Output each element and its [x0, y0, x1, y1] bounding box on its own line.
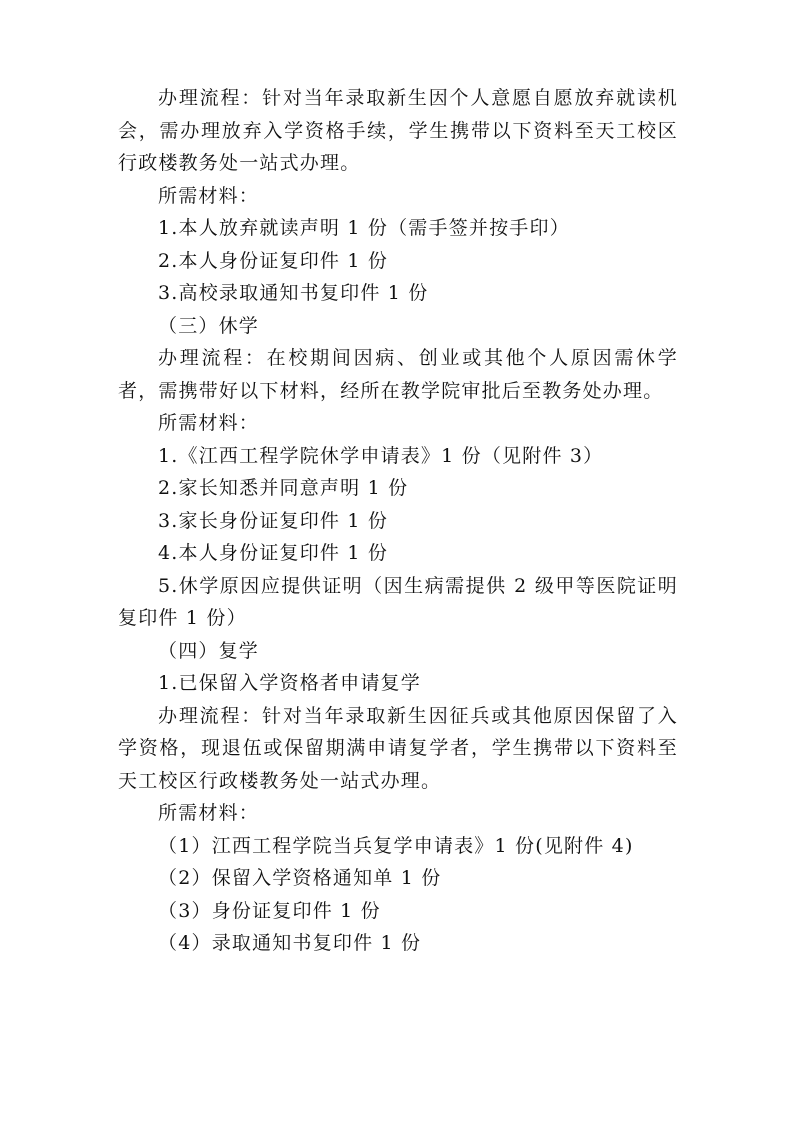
- list-item: 1.《江西工程学院休学申请表》1 份（见附件 3）: [158, 444, 604, 467]
- list-item: 5.休学原因应提供证明（因生病需提供 2 级甲等医院证明复印件 1 份）: [118, 574, 678, 629]
- list-item: （2）保留入学资格通知单 1 份: [158, 867, 442, 889]
- paragraph-required-materials: 所需材料：: [158, 802, 260, 824]
- list-item: （3）身份证复印件 1 份: [158, 899, 381, 922]
- paragraph-resumption-procedure: 办理流程：针对当年录取新生因征兵或其他原因保留了入学资格，现退伍或保留期满申请复学者，学生携带以下资料至天工校区行政楼教务处一站式办理。: [118, 704, 678, 792]
- list-item: （4）录取通知书复印件 1 份: [158, 932, 422, 954]
- list-item: 2.家长知悉并同意声明 1 份: [158, 477, 409, 499]
- document-body: [118, 82, 678, 960]
- subsection-heading: 1.已保留入学资格者申请复学: [158, 672, 421, 694]
- list-item: 3.家长身份证复印件 1 份: [158, 509, 389, 532]
- list-item: 3.高校录取通知书复印件 1 份: [158, 282, 429, 304]
- section-heading-resumption: （四）复学: [158, 639, 260, 662]
- list-item: 1.本人放弃就读声明 1 份（需手签并按手印）: [158, 217, 570, 239]
- list-item: 2.本人身份证复印件 1 份: [158, 249, 389, 272]
- paragraph-required-materials: 所需材料：: [158, 412, 260, 434]
- list-item: （1）江西工程学院当兵复学申请表》1 份(见附件 4): [158, 834, 634, 857]
- paragraph-withdraw-procedure: 办理流程：针对当年录取新生因个人意愿自愿放弃就读机会，需办理放弃入学资格手续，学生携带以下资料至天工校区行政楼教务处一站式办理。: [118, 87, 678, 174]
- section-heading-suspension: （三）休学: [158, 314, 260, 337]
- list-item: 4.本人身份证复印件 1 份: [158, 542, 389, 564]
- paragraph-required-materials: 所需材料：: [158, 184, 260, 207]
- paragraph-suspension-procedure: 办理流程：在校期间因病、创业或其他个人原因需休学者，需携带好以下材料，经所在教学院审批后至教务处办理。: [118, 347, 678, 402]
